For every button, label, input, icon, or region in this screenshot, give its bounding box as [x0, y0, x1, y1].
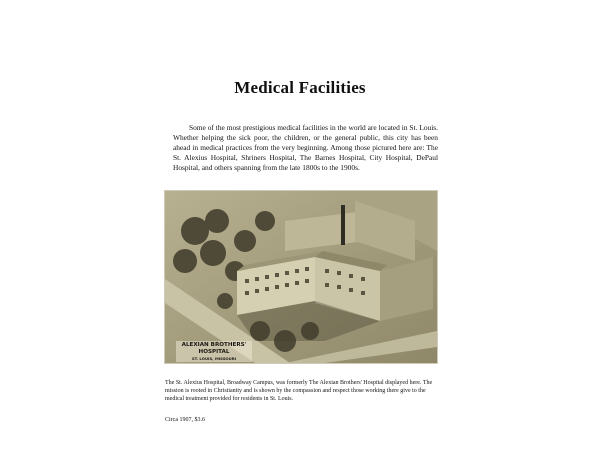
stamp-title: ALEXIAN BROTHERS' HOSPITAL — [181, 342, 247, 355]
aerial-photo-illustration — [165, 191, 437, 363]
hospital-photo — [165, 191, 437, 363]
photo-caption: The St. Alexius Hospital, Broadway Campus, was formerly The Alexian Brothers' Hospital displayed here. The mission is rooted in Christianity and is shown by the compassion and respect those working there give to the medical treatment provided for residents in St. Louis. — [165, 380, 433, 402]
page-title: Medical Facilities — [234, 78, 366, 97]
intro-paragraph: Some of the most prestigious medical facilities in the world are located in St. Louis. Whether helping the sick poor, the children, or the general public, this city has been ahead in medical practices from the very beginning. Among those pictured here are: The St. Alexius Hospital, Shriners Hospital, The Barnes Hospital, City Hospital, DePaul Hospital, and others spanning from the late 1800s to the 1900s. — [173, 123, 438, 172]
photo-stamp — [176, 341, 252, 362]
date-note: Circa 1907, $3.6 — [165, 417, 205, 423]
stamp-subtitle: ST. LOUIS, MISSOURI — [191, 356, 237, 361]
